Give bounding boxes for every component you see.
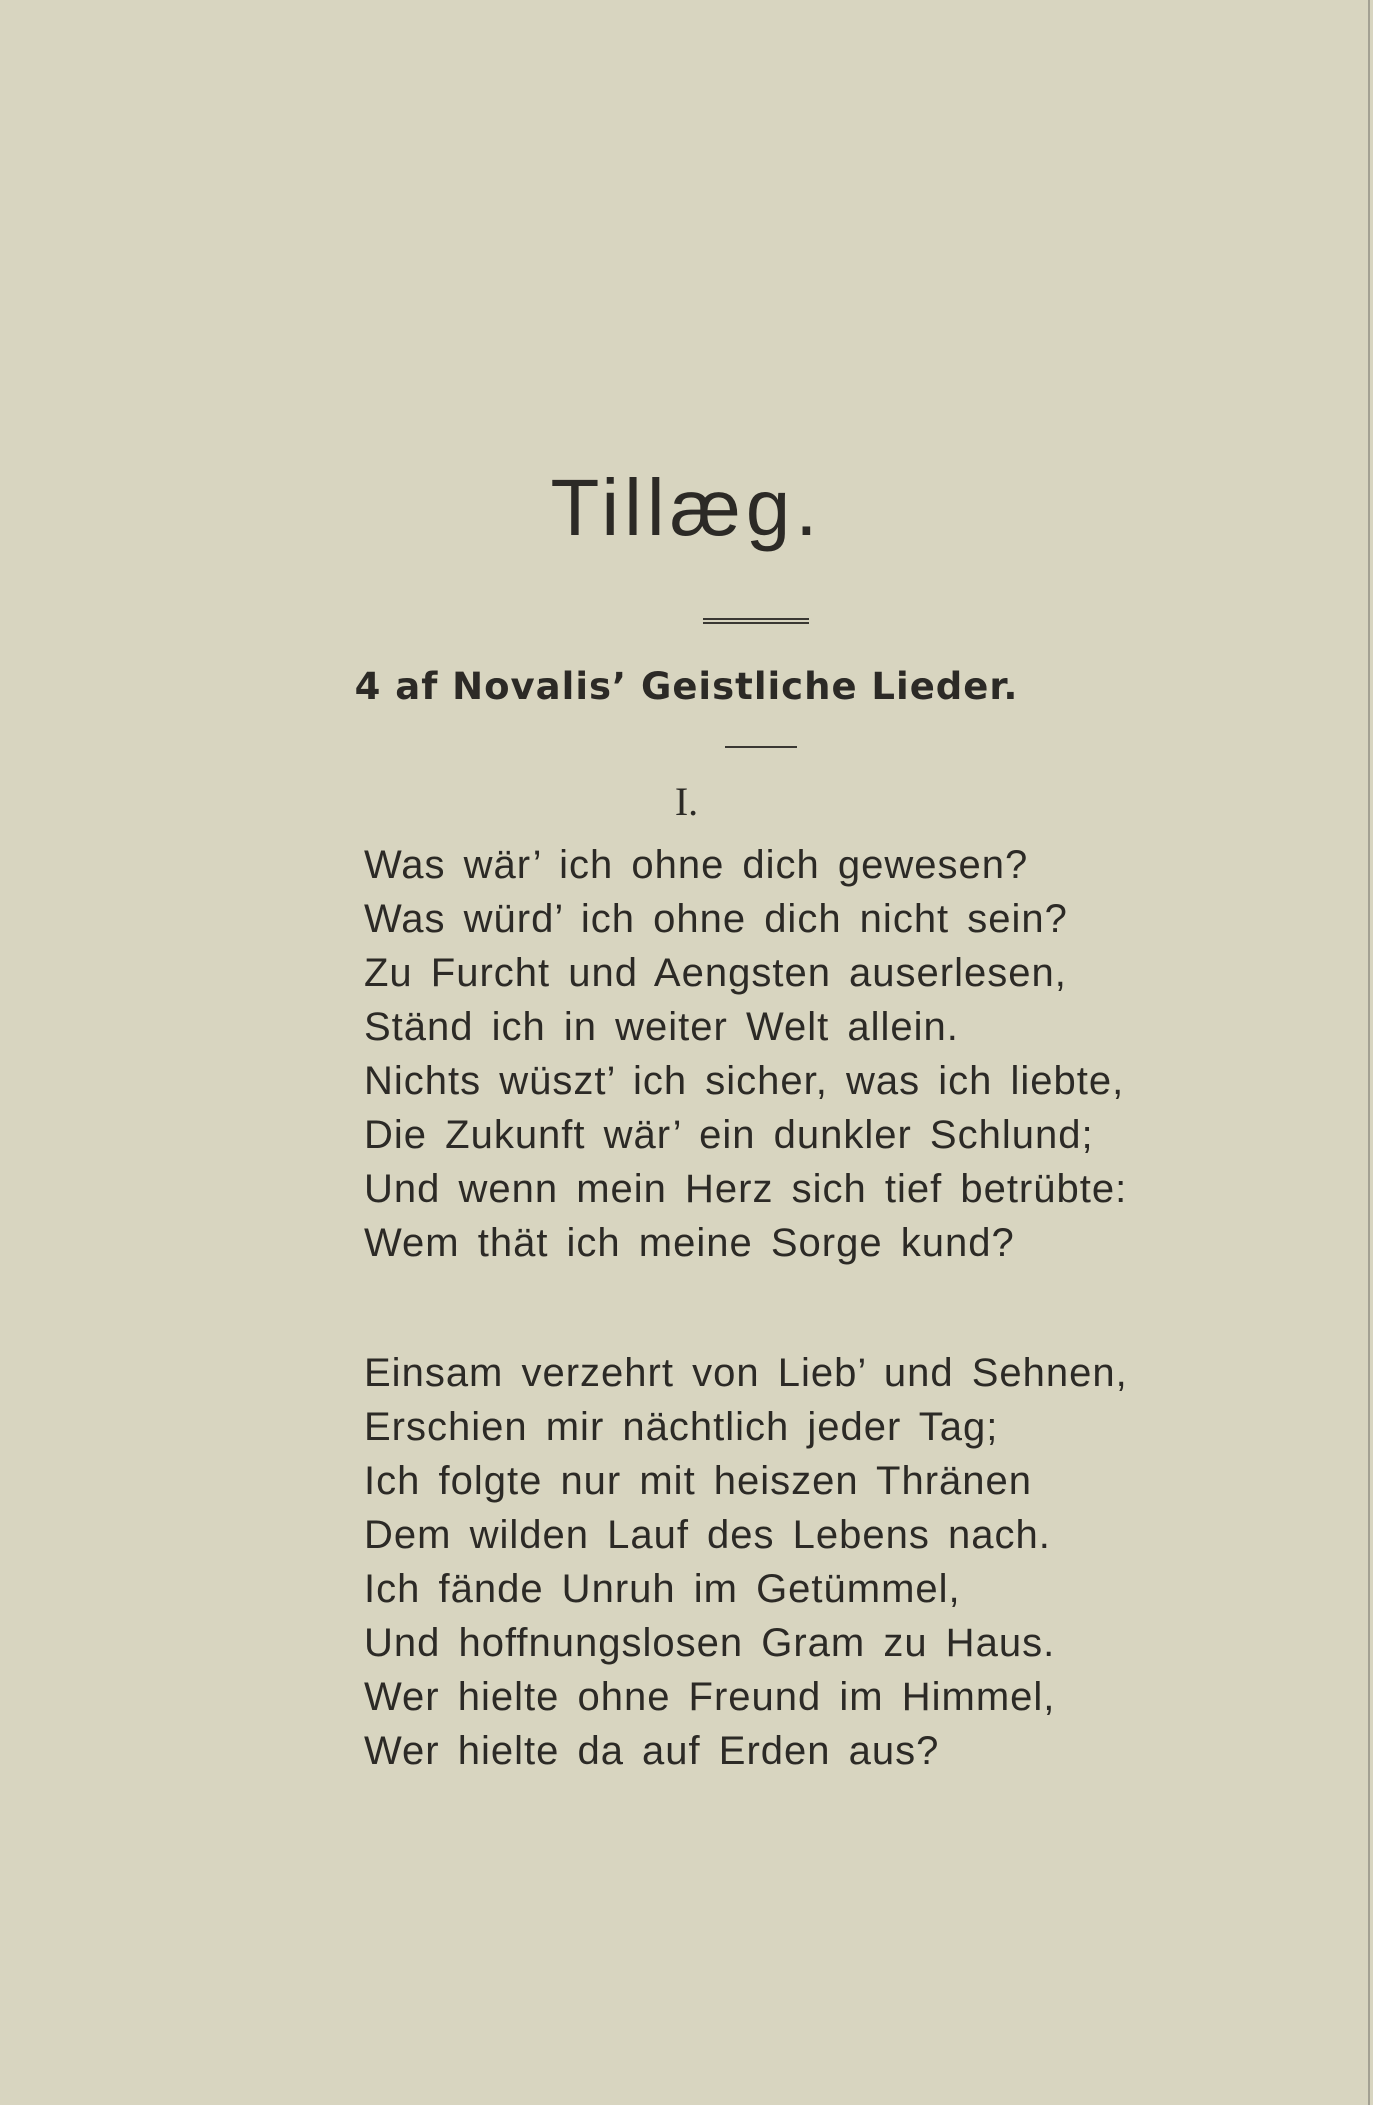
verse-line: Nichts wüszt’ ich sicher, was ich liebte, [364, 1059, 1125, 1103]
verse-line: Und hoffnungslosen Gram zu Haus. [364, 1621, 1056, 1665]
section-subtitle: 4 af Novalis’ Geistliche Lieder. [354, 665, 1019, 708]
verse-line: Ich folgte nur mit heiszen Thränen [364, 1459, 1033, 1503]
stanza-2 [364, 1346, 1128, 1778]
verse-line: Zu Furcht und Aengsten auserlesen, [364, 951, 1067, 995]
verse-line: Was wär’ ich ohne dich gewesen? [364, 843, 1029, 887]
verse-line: Erschien mir nächtlich jeder Tag; [364, 1405, 999, 1449]
page-title: Tillæg. [550, 463, 823, 552]
subtitle-rule [725, 746, 797, 748]
title-double-rule [703, 618, 809, 624]
verse-line: Was würd’ ich ohne dich nicht sein? [364, 897, 1068, 941]
verse-line: Einsam verzehrt von Lieb’ und Sehnen, [364, 1351, 1128, 1395]
poem-number: I. [674, 779, 699, 824]
verse-line: Wer hielte ohne Freund im Himmel, [364, 1675, 1056, 1719]
verse-line: Wem thät ich meine Sorge kund? [364, 1221, 1015, 1265]
verse-line: Und wenn mein Herz sich tief betrübte: [364, 1167, 1128, 1211]
verse-line: Dem wilden Lauf des Lebens nach. [364, 1513, 1051, 1557]
verse-line: Wer hielte da auf Erden aus? [364, 1729, 940, 1773]
verse-line: Ständ ich in weiter Welt allein. [364, 1005, 959, 1049]
verse-line: Ich fände Unruh im Getümmel, [364, 1567, 961, 1611]
stanza-1 [364, 838, 1127, 1270]
verse-line: Die Zukunft wär’ ein dunkler Schlund; [364, 1113, 1094, 1157]
page-edge-line [1368, 0, 1370, 2105]
